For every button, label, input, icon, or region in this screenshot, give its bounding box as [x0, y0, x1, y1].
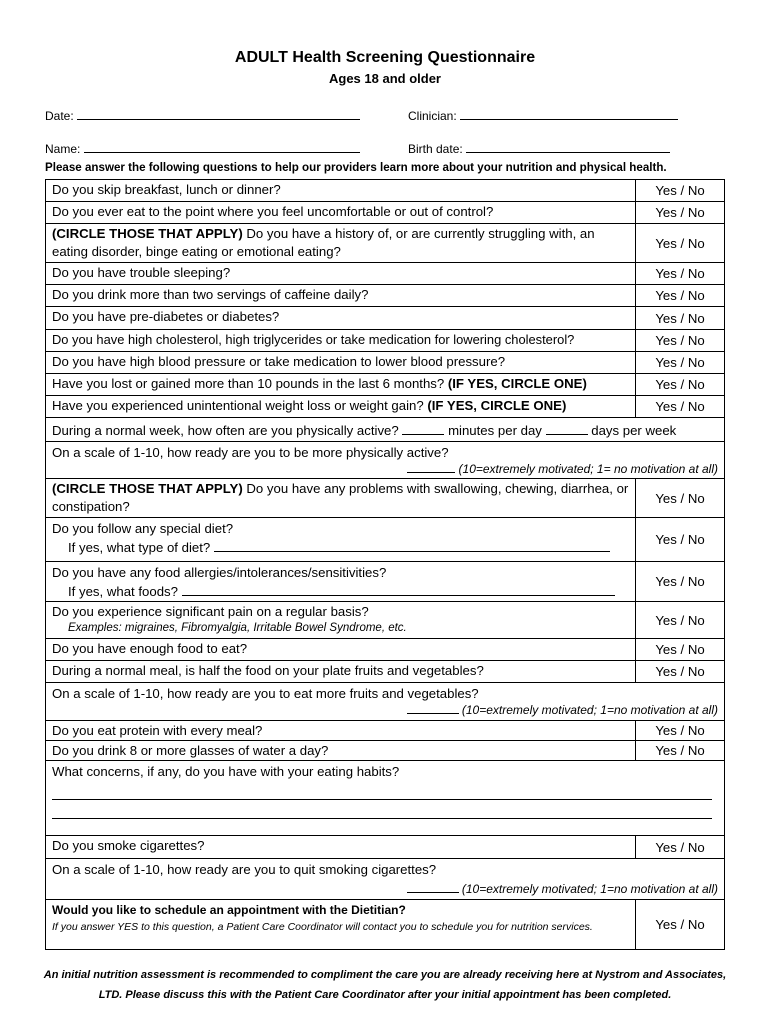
yes-no-answer[interactable]: Yes / No: [635, 180, 724, 201]
instructions: Please answer the following questions to help our providers learn more about your nutrition and physical health.: [45, 161, 667, 174]
yes-no-answer[interactable]: Yes / No: [635, 285, 724, 306]
follow-up: [52, 582, 629, 601]
question-text: [46, 224, 635, 262]
clinician-label: Clinician:: [408, 109, 457, 123]
question-text: [46, 761, 724, 835]
question-text-part: Do you follow any special diet?: [52, 521, 234, 536]
days-label: days per week: [591, 423, 677, 438]
question-row: [46, 307, 724, 330]
question-row: [46, 761, 724, 836]
question-text: [46, 518, 635, 561]
question-row: [46, 396, 724, 418]
question-row: [46, 859, 724, 900]
follow-up-label: If yes, what foods?: [68, 584, 178, 599]
question-row: [46, 661, 724, 683]
question-row: [46, 224, 724, 263]
yes-no-answer[interactable]: Yes / No: [635, 562, 724, 601]
scale-blank[interactable]: [407, 702, 459, 714]
yes-no-answer[interactable]: Yes / No: [635, 330, 724, 351]
question-text-part: Do you have any problems with swallowing, chewing, diarrhea, or constipation?: [52, 481, 629, 514]
question-row: [46, 442, 724, 479]
scale-legend: (10=extremely motivated; 1=no motivation at all): [461, 882, 718, 896]
question-row: [46, 836, 724, 859]
form-subtitle: Ages 18 and older: [329, 71, 441, 86]
question-text-part: Have you experienced unintentional weight loss or weight gain?: [52, 398, 428, 413]
question-row: [46, 683, 724, 721]
question-text: [46, 683, 724, 720]
scale-legend: (10=extremely motivated; 1= no motivation at all): [458, 462, 718, 476]
question-text: Do you have high cholesterol, high triglycerides or take medication for lowering cholesterol?: [52, 332, 575, 347]
question-text: [46, 859, 724, 899]
questions-table: [45, 179, 725, 950]
name-label: Name:: [45, 142, 81, 156]
question-row: [46, 562, 724, 602]
diet-blank[interactable]: [214, 538, 610, 552]
scale-answer-line: [52, 879, 718, 899]
yes-no-answer[interactable]: Yes / No: [635, 396, 724, 417]
clinician-line[interactable]: [460, 108, 678, 120]
date-label: Date:: [45, 109, 74, 123]
question-row: [46, 479, 724, 518]
question-row: [46, 639, 724, 661]
question-text: During a normal meal, is half the food on your plate fruits and vegetables?: [52, 663, 484, 678]
scale-answer-line: [52, 702, 718, 718]
date-field[interactable]: [45, 108, 360, 123]
question-text: [46, 374, 635, 395]
minutes-label: minutes per day: [448, 423, 542, 438]
dietitian-note: If you answer YES to this question, a Patient Care Coordinator will contact you to schedule you for nutrition services.: [52, 921, 593, 933]
scale-blank[interactable]: [407, 881, 459, 893]
question-text: [46, 900, 635, 949]
concerns-line-2[interactable]: [52, 804, 712, 819]
concerns-line-1[interactable]: [52, 785, 712, 800]
question-text: [46, 479, 635, 517]
question-text: [46, 396, 635, 417]
dietitian-question: Would you like to schedule an appointment with the Dietitian?: [52, 903, 406, 917]
activity-question: During a normal week, how often are you physically active?: [52, 423, 399, 438]
question-row: [46, 518, 724, 562]
birth-date-field[interactable]: [408, 141, 670, 156]
yes-no-answer[interactable]: Yes / No: [635, 479, 724, 517]
name-line[interactable]: [84, 141, 360, 153]
circle-instruction: (IF YES, CIRCLE ONE): [447, 376, 587, 391]
scale-question: On a scale of 1-10, how ready are you to eat more fruits and vegetables?: [52, 686, 479, 701]
question-row: [46, 263, 724, 285]
circle-instruction: (CIRCLE THOSE THAT APPLY): [52, 481, 243, 496]
yes-no-answer[interactable]: Yes / No: [635, 639, 724, 660]
question-row: [46, 418, 724, 442]
question-text: Do you drink more than two servings of caffeine daily?: [52, 287, 369, 302]
scale-answer-line: [52, 461, 718, 477]
question-text: [46, 562, 635, 601]
question-text: Do you drink 8 or more glasses of water a day?: [52, 743, 329, 758]
yes-no-answer[interactable]: Yes / No: [635, 900, 724, 949]
birth-date-line[interactable]: [466, 141, 670, 153]
question-row: [46, 180, 724, 202]
yes-no-answer[interactable]: Yes / No: [635, 202, 724, 223]
question-row: [46, 330, 724, 352]
minutes-blank[interactable]: [402, 421, 444, 435]
question-text-part: What concerns, if any, do you have with your eating habits?: [52, 764, 400, 779]
yes-no-answer[interactable]: Yes / No: [635, 836, 724, 858]
question-text: Do you have high blood pressure or take medication to lower blood pressure?: [52, 354, 506, 369]
date-line[interactable]: [77, 108, 360, 120]
circle-instruction: (CIRCLE THOSE THAT APPLY): [52, 226, 243, 241]
question-text: Do you ever eat to the point where you feel uncomfortable or out of control?: [52, 204, 494, 219]
question-row: [46, 374, 724, 396]
yes-no-answer[interactable]: Yes / No: [635, 741, 724, 760]
follow-up: [52, 538, 629, 557]
question-text: Do you skip breakfast, lunch or dinner?: [52, 182, 281, 197]
scale-question: On a scale of 1-10, how ready are you to be more physically active?: [52, 445, 449, 460]
question-text: Do you have trouble sleeping?: [52, 265, 231, 280]
yes-no-answer[interactable]: Yes / No: [635, 307, 724, 329]
follow-up-label: If yes, what type of diet?: [68, 540, 211, 555]
birth-date-label: Birth date:: [408, 142, 463, 156]
question-text: [46, 602, 635, 638]
yes-no-answer[interactable]: Yes / No: [635, 224, 724, 262]
question-row: [46, 900, 724, 950]
scale-legend: (10=extremely motivated; 1=no motivation at all): [461, 703, 718, 717]
question-row: [46, 741, 724, 761]
footer-note: An initial nutrition assessment is recommended to compliment the care you are already receiving here at Nystrom and Associates, LTD. Please discuss this with the Patient Care Coordinator after your initial appointment has been completed.: [43, 969, 727, 1001]
yes-no-answer[interactable]: Yes / No: [635, 602, 724, 638]
days-blank[interactable]: [546, 421, 588, 435]
question-text-part: Do you have any food allergies/intolerances/sensitivities?: [52, 565, 387, 580]
yes-no-answer[interactable]: Yes / No: [635, 661, 724, 682]
yes-no-answer[interactable]: Yes / No: [635, 352, 724, 373]
circle-instruction: (IF YES, CIRCLE ONE): [427, 398, 567, 413]
clinician-field[interactable]: [408, 108, 678, 123]
question-row: [46, 721, 724, 741]
yes-no-answer[interactable]: Yes / No: [635, 374, 724, 395]
question-row: [46, 352, 724, 374]
scale-blank[interactable]: [407, 461, 455, 473]
yes-no-answer[interactable]: Yes / No: [635, 721, 724, 740]
question-row: [46, 602, 724, 639]
name-field[interactable]: [45, 141, 360, 156]
question-text-part: Have you lost or gained more than 10 pounds in the last 6 months?: [52, 376, 448, 391]
question-row: [46, 202, 724, 224]
yes-no-answer[interactable]: Yes / No: [635, 263, 724, 284]
question-text: [46, 418, 724, 441]
question-row: [46, 285, 724, 307]
question-text-part: Do you have a history of, or are currently struggling with, an eating disorder, binge eating or emotional eating?: [52, 226, 595, 259]
question-text: Do you have pre-diabetes or diabetes?: [52, 309, 280, 324]
question-text: Do you eat protein with every meal?: [52, 723, 263, 738]
question-text: Do you smoke cigarettes?: [52, 838, 205, 853]
question-text-part: Do you experience significant pain on a regular basis?: [52, 604, 369, 619]
question-text: Do you have enough food to eat?: [52, 641, 248, 656]
examples-note: Examples: migraines, Fibromyalgia, Irritable Bowel Syndrome, etc.: [68, 622, 407, 634]
scale-question: On a scale of 1-10, how ready are you to quit smoking cigarettes?: [52, 862, 437, 877]
question-text: [46, 442, 724, 478]
foods-blank[interactable]: [182, 582, 615, 596]
form-title: ADULT Health Screening Questionnaire: [234, 49, 536, 66]
yes-no-answer[interactable]: Yes / No: [635, 518, 724, 561]
